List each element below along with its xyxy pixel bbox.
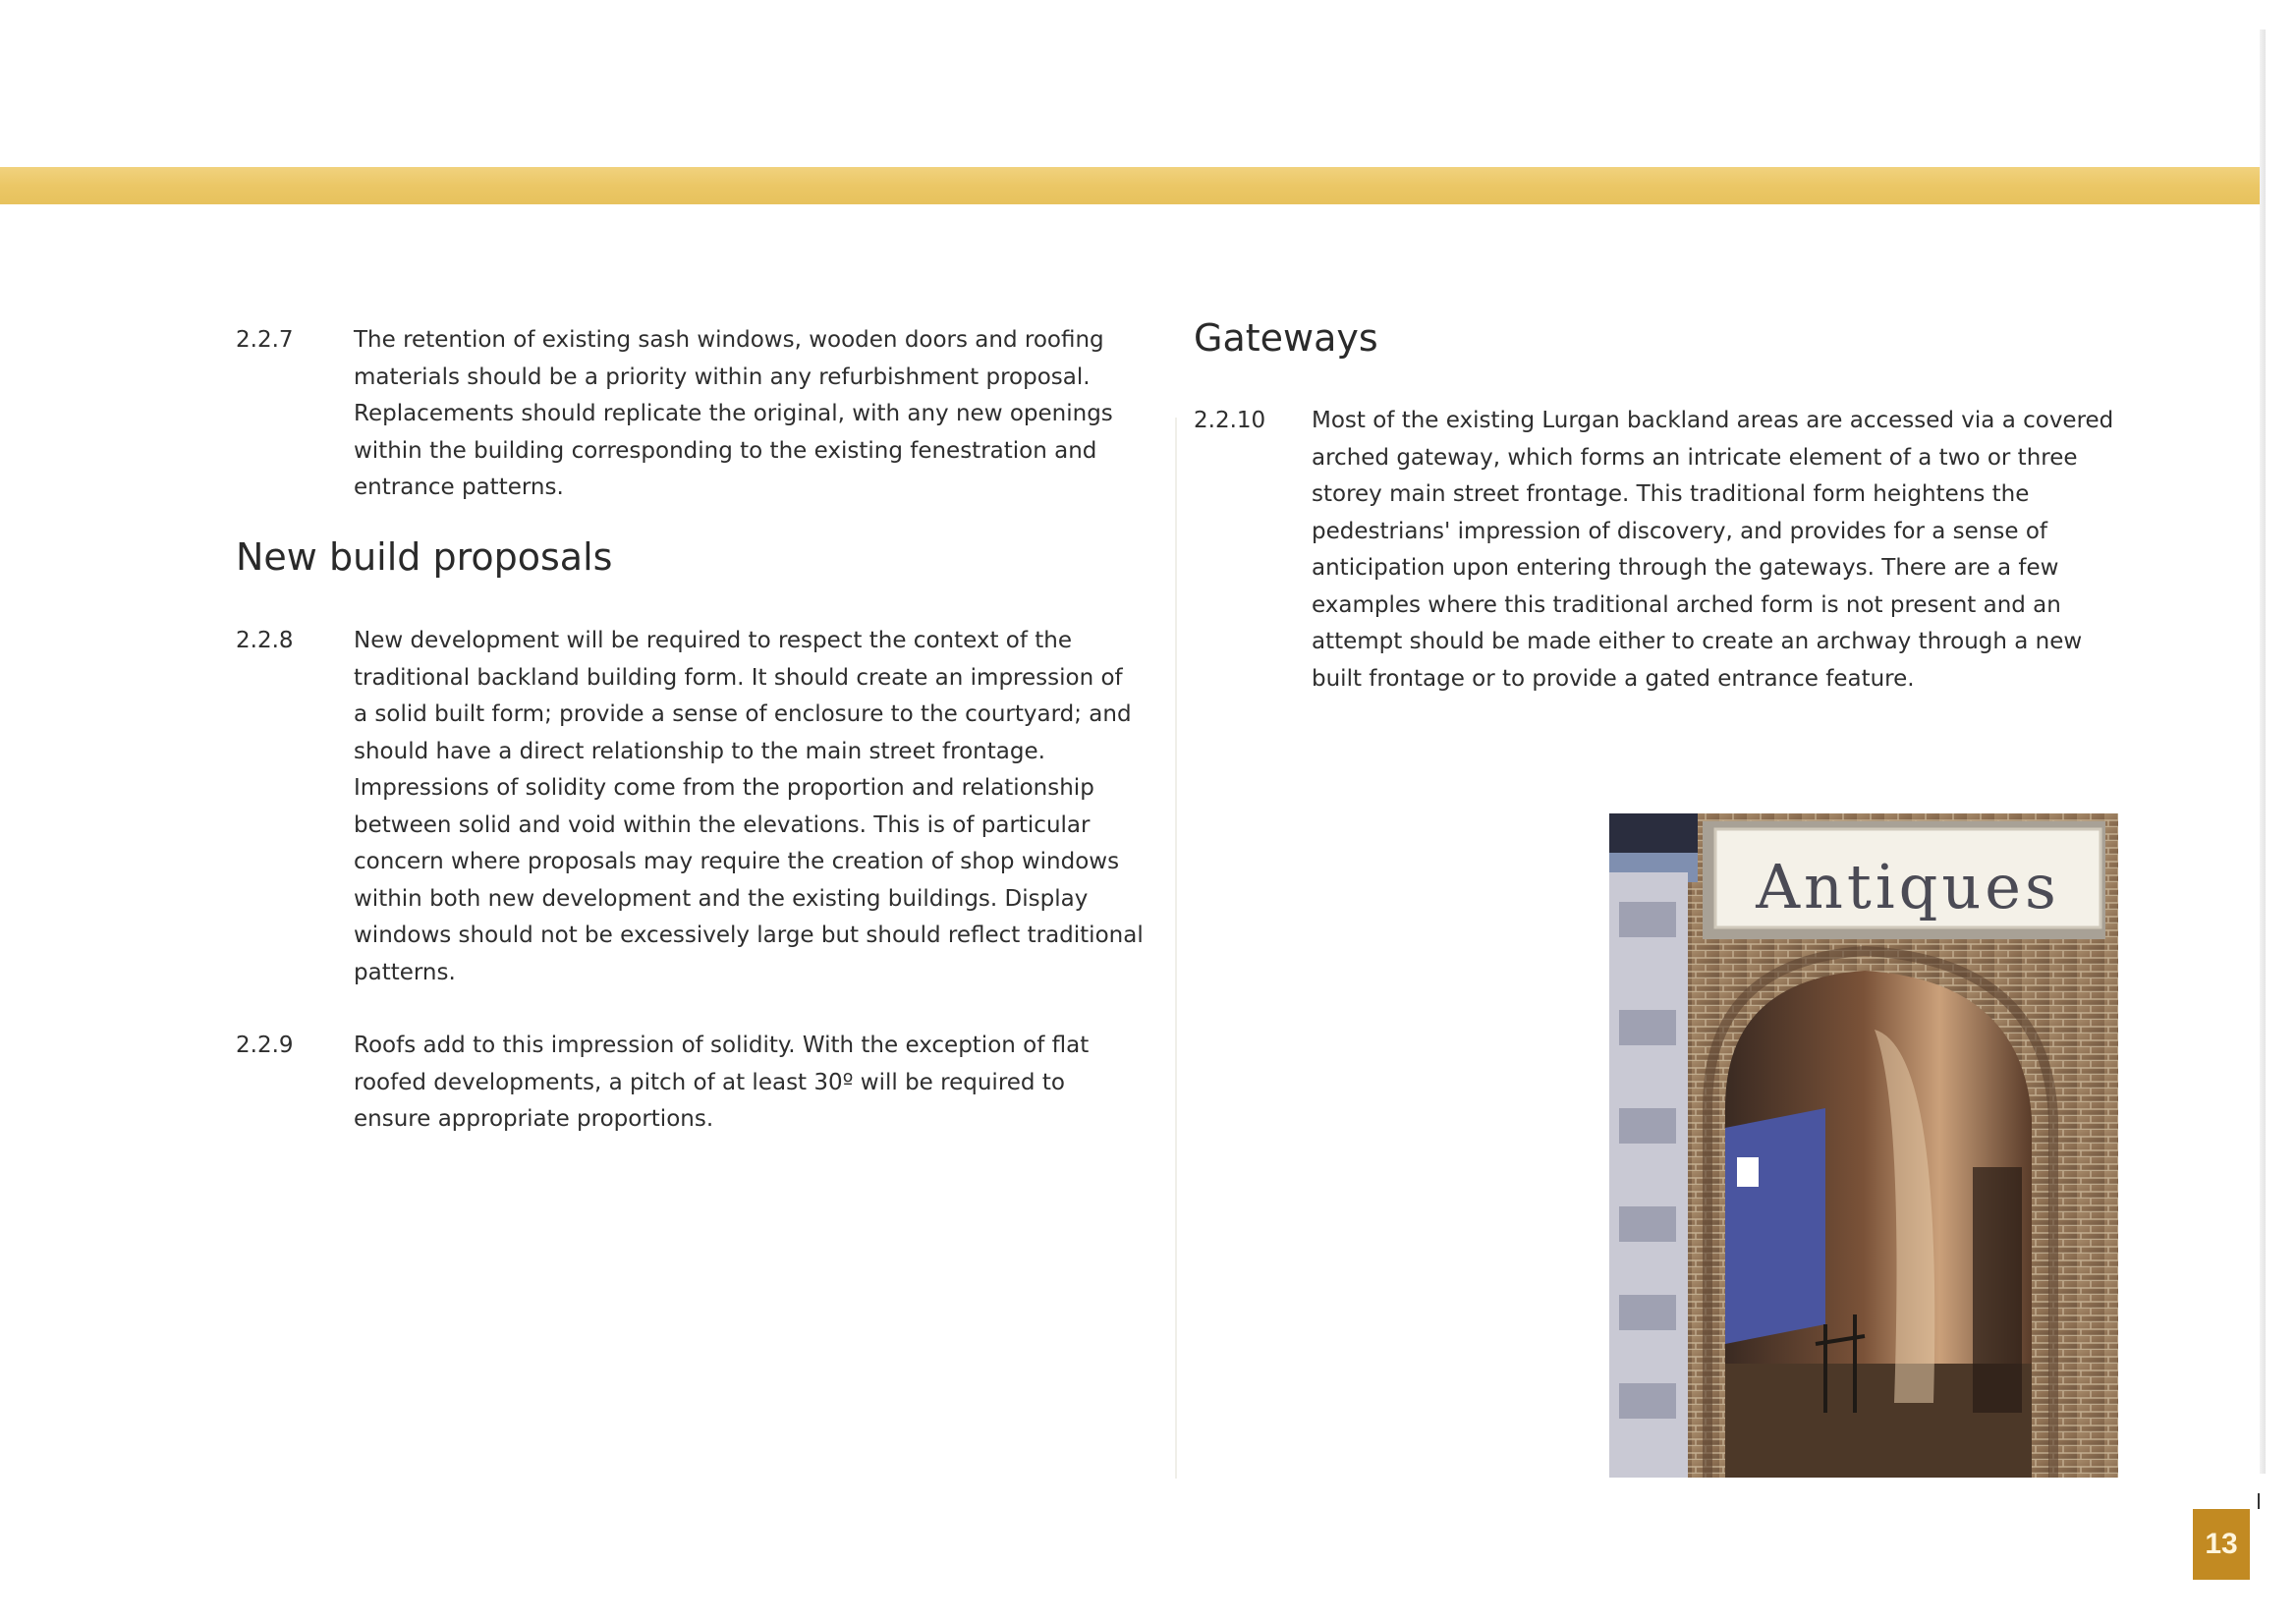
paragraph-2-2-9 <box>236 1028 1179 1146</box>
page-badge-tick <box>2258 1493 2260 1509</box>
page-number-badge: 13 <box>2193 1509 2250 1580</box>
paragraph-line: concern where proposals may require the creation of shop windows <box>354 849 1120 874</box>
paragraph-line: patterns. <box>354 959 456 985</box>
paragraph-body <box>354 1028 1089 1139</box>
paragraph-2-2-7 <box>236 322 1179 509</box>
paragraph-number: 2.2.10 <box>1194 408 1266 433</box>
gateway-photo-illustration <box>1609 813 2118 1478</box>
paragraph-body <box>1312 403 2113 698</box>
paragraph-2-2-8 <box>236 623 1179 996</box>
paragraph-line: The retention of existing sash windows, wooden doors and roofing <box>354 327 1104 353</box>
paragraph-line: traditional backland building form. It should create an impression of <box>354 664 1123 691</box>
paragraph-line: pedestrians' impression of discovery, and provides for a sense of <box>1312 518 2047 544</box>
header-accent-band <box>0 167 2260 204</box>
section-heading-gateways: Gateways <box>1194 316 1378 360</box>
paragraph-body <box>354 623 1144 991</box>
paragraph-line: within the building corresponding to the existing fenestration and <box>354 437 1097 464</box>
paragraph-number: 2.2.8 <box>236 628 294 653</box>
paragraph-line: built frontage or to provide a gated entrance feature. <box>1312 665 1915 692</box>
paragraph-line: New development will be required to respect the context of the <box>354 628 1073 653</box>
paragraph-2-2-10 <box>1194 403 2176 698</box>
paragraph-line: a solid built form; provide a sense of enclosure to the courtyard; and <box>354 701 1132 727</box>
paragraph-body <box>354 322 1113 507</box>
paragraph-line: arched gateway, which forms an intricate element of a two or three <box>1312 444 2078 471</box>
paragraph-line: between solid and void within the elevations. This is of particular <box>354 811 1091 838</box>
paragraph-line: examples where this traditional arched form is not present and an <box>1312 591 2061 618</box>
paragraph-line: attempt should be made either to create an archway through a new <box>1312 629 2083 654</box>
antiques-sign-text: Antiques <box>1756 851 2060 922</box>
paragraph-line: Most of the existing Lurgan backland areas are accessed via a covered <box>1312 408 2114 433</box>
paragraph-line: should have a direct relationship to the main street frontage. <box>354 738 1045 764</box>
paragraph-line: Impressions of solidity come from the proportion and relationship <box>354 775 1094 801</box>
section-heading-new-build: New build proposals <box>236 535 613 579</box>
page-edge-rule <box>2260 29 2266 1474</box>
paragraph-line: storey main street frontage. This traditional form heightens the <box>1312 481 2030 507</box>
paragraph-line: Roofs add to this impression of solidity. With the exception of flat <box>354 1033 1090 1058</box>
gateway-photo <box>1609 813 2118 1478</box>
paragraph-line: entrance patterns. <box>354 475 564 500</box>
paragraph-number: 2.2.7 <box>236 327 294 353</box>
paragraph-line: within both new development and the existing buildings. Display <box>354 885 1089 912</box>
paragraph-line: Replacements should replicate the original, with any new openings <box>354 401 1113 426</box>
paragraph-line: anticipation upon entering through the gateways. There are a few <box>1312 555 2059 581</box>
paragraph-line: windows should not be excessively large but should reflect traditional <box>354 922 1144 948</box>
paragraph-line: ensure appropriate proportions. <box>354 1106 714 1132</box>
paragraph-number: 2.2.9 <box>236 1033 294 1058</box>
paragraph-line: roofed developments, a pitch of at least 30º will be required to <box>354 1069 1065 1095</box>
paragraph-line: materials should be a priority within any refurbishment proposal. <box>354 363 1091 390</box>
